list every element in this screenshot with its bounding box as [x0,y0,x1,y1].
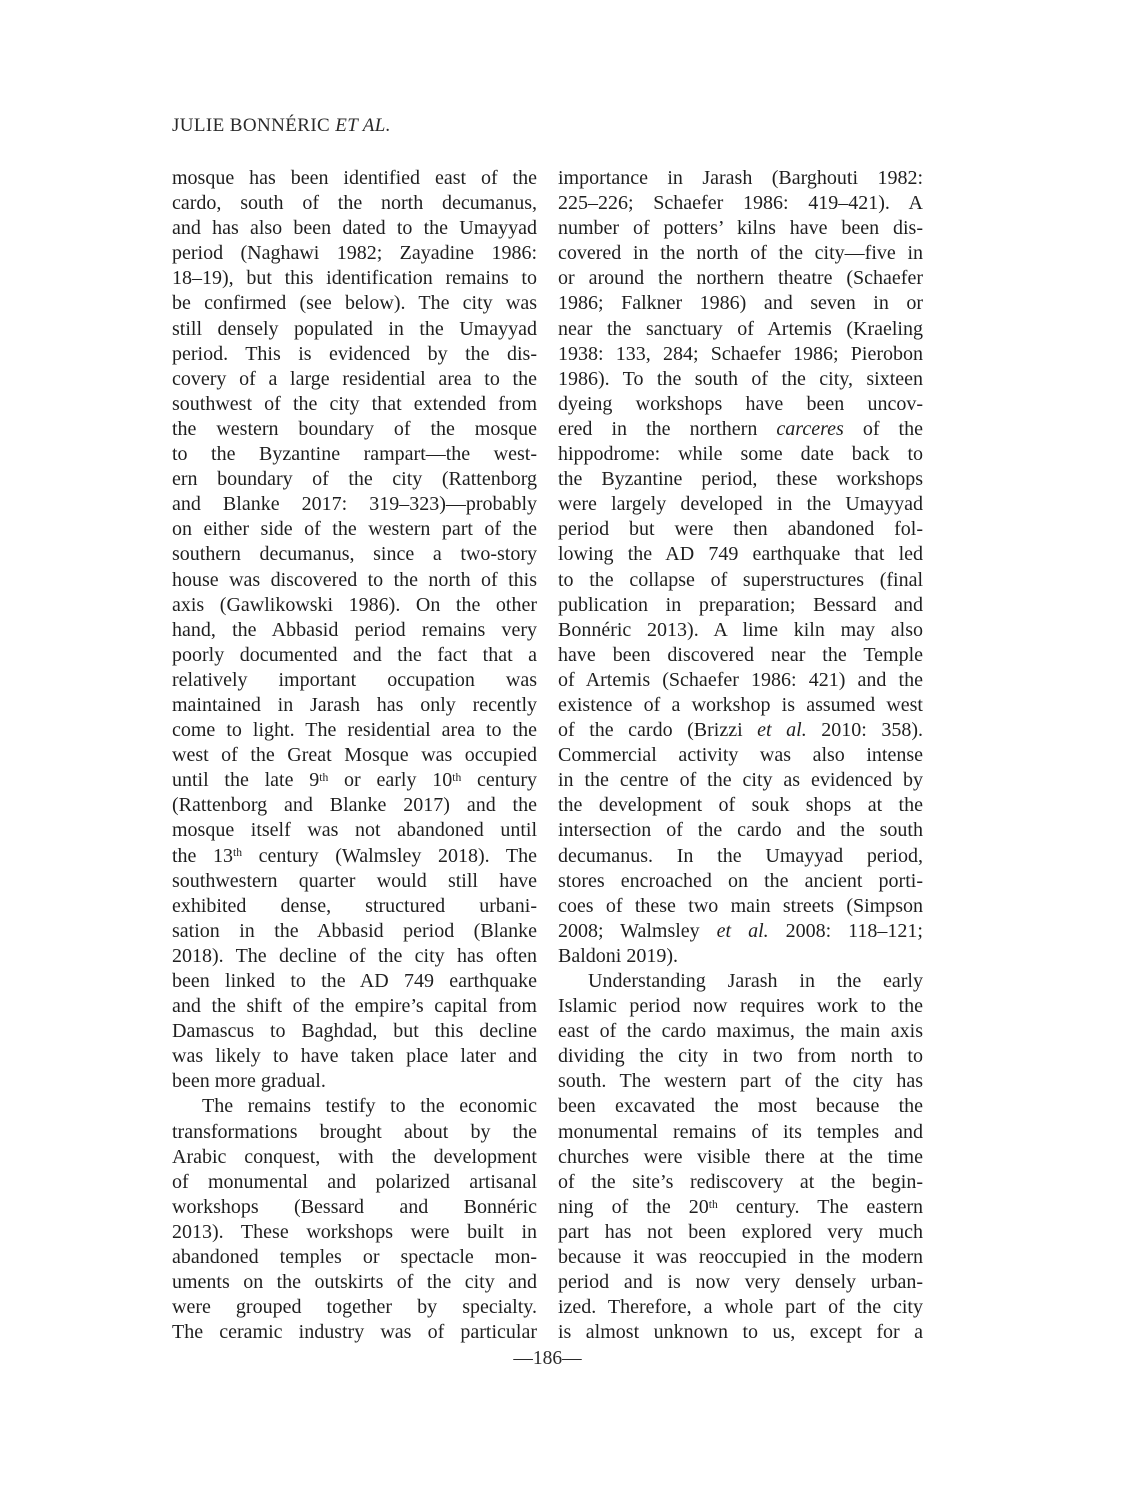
text-line: mosque itself was not abandoned until [172,819,537,842]
text-line: exhibited dense, structured urbani- [172,894,537,917]
text-line: ized. Therefore, a whole part of the city [558,1296,923,1319]
text-line: southwestern quarter would still have [172,869,537,892]
running-header-authors: JULIE BONNÉRIC [172,115,336,136]
text-line: dividing the city in two from north to [558,1045,923,1068]
running-header-etal: ET AL. [335,115,391,136]
text-line: on either side of the western part of the [172,518,537,541]
text-line: period and is now very densely urban- [558,1271,923,1294]
text-line: poorly documented and the fact that a [172,643,537,666]
text-line: relatively important occupation was [172,668,537,691]
text-line: Baldoni 2019). [558,944,678,967]
text-line: 1986; Falkner 1986) and seven in or [558,292,923,315]
text-line: east of the cardo maximus, the main axis [558,1020,923,1043]
running-header [172,115,391,137]
text-line: of monumental and polarized artisanal [172,1170,537,1193]
text-line: southern decumanus, since a two-story [172,543,537,566]
text-line: Arabic conquest, with the development [172,1145,537,1168]
text-line: the 13th century (Walmsley 2018). The [172,844,537,867]
text-line: covered in the north of the city—five in [558,242,923,265]
text-line: hand, the Abbasid period remains very [172,618,537,641]
text-line: because it was reoccupied in the modern [558,1246,923,1269]
text-line: axis (Gawlikowski 1986). On the other [172,593,537,616]
text-line: period. This is evidenced by the dis- [172,342,537,365]
text-line: churches were visible there at the time [558,1145,923,1168]
text-line: The remains testify to the economic [202,1095,537,1118]
text-line: near the sanctuary of Artemis (Kraeling [558,317,923,340]
text-line: is almost unknown to us, except for a [558,1321,923,1344]
column-right [558,166,923,1345]
text-line: the development of souk shops at the [558,794,923,817]
text-line: hippodrome: while some date back to [558,443,923,466]
text-line: decumanus. In the Umayyad period, [558,844,923,867]
text-line: have been discovered near the Temple [558,643,923,666]
text-line: sation in the Abbasid period (Blanke [172,919,537,942]
text-line: existence of a workshop is assumed west [558,693,923,716]
text-line: lowing the AD 749 earthquake that led [558,543,923,566]
text-line: ning of the 20th century. The eastern [558,1195,923,1218]
text-line: 2018). The decline of the city has often [172,944,537,967]
text-line: or around the northern theatre (Schaefer [558,267,923,290]
text-line: intersection of the cardo and the south [558,819,923,842]
text-line: and Blanke 2017: 319–323)—probably [172,493,537,516]
text-line: Commercial activity was also intense [558,744,923,767]
text-line: been more gradual. [172,1070,326,1093]
text-line: publication in preparation; Bessard and [558,593,923,616]
text-line: southwest of the city that extended from [172,392,537,415]
text-line: 1938: 133, 284; Schaefer 1986; Pierobon [558,342,923,365]
text-line: come to light. The residential area to the [172,719,537,742]
text-line: Islamic period now requires work to the [558,995,923,1018]
text-line: transformations brought about by the [172,1120,537,1143]
text-line: be confirmed (see below). The city was [172,292,537,315]
text-line: uments on the outskirts of the city and [172,1271,537,1294]
text-line: The ceramic industry was of particular [172,1321,537,1344]
text-line: 2013). These workshops were built in [172,1220,537,1243]
text-line: Damascus to Baghdad, but this decline [172,1020,537,1043]
text-line: 2008; Walmsley et al. 2008: 118–121; [558,919,923,942]
text-line: and has also been dated to the Umayyad [172,217,537,240]
text-line: abandoned temples or spectacle mon- [172,1246,537,1269]
text-line: in the centre of the city as evidenced by [558,769,923,792]
page-number: —186— [513,1348,582,1369]
text-line: of the cardo (Brizzi et al. 2010: 358). [558,719,923,742]
text-line: 225–226; Schaefer 1986: 419–421). A [558,192,923,215]
text-line: to the Byzantine rampart—the west- [172,443,537,466]
text-line: was likely to have taken place later and [172,1045,537,1068]
text-line: period (Naghawi 1982; Zayadine 1986: [172,242,537,265]
text-line: been linked to the AD 749 earthquake [172,970,537,992]
text-line: house was discovered to the north of this [172,568,537,591]
text-line: workshops (Bessard and Bonnéric [172,1195,537,1218]
text-line: monumental remains of its temples and [558,1120,923,1143]
column-left [172,166,537,1345]
text-line: covery of a large residential area to the [172,367,537,390]
text-line: ern boundary of the city (Rattenborg [172,468,537,491]
text-line: (Rattenborg and Blanke 2017) and the [172,794,537,817]
text-line: 18–19), but this identification remains to [172,267,537,290]
text-columns [172,166,923,1345]
text-line: still densely populated in the Umayyad [172,317,537,340]
text-line: the Byzantine period, these workshops [558,468,923,491]
text-line: part has not been explored very much [558,1220,923,1243]
text-line: ered in the northern carceres of the [558,417,923,440]
text-line: to the collapse of superstructures (final [558,568,923,591]
text-line: 1986). To the south of the city, sixteen [558,367,923,390]
text-line: of Artemis (Schaefer 1986: 421) and the [558,668,923,691]
text-line: and the shift of the empire’s capital from [172,995,537,1018]
text-line: until the late 9th or early 10th century [172,769,537,792]
text-line: importance in Jarash (Barghouti 1982: [558,167,923,189]
text-line: number of potters’ kilns have been dis- [558,217,923,240]
text-line: maintained in Jarash has only recently [172,693,537,716]
text-line: cardo, south of the north decumanus, [172,192,537,215]
text-line: Understanding Jarash in the early [588,970,923,992]
text-line: were grouped together by specialty. [172,1296,537,1319]
text-line: the western boundary of the mosque [172,417,537,440]
text-line: west of the Great Mosque was occupied [172,744,537,767]
text-line: Bonnéric 2013). A lime kiln may also [558,618,923,641]
text-line: mosque has been identified east of the [172,167,537,189]
text-line: dyeing workshops have been uncov- [558,392,923,415]
text-line: been excavated the most because the [558,1095,923,1118]
text-line: were largely developed in the Umayyad [558,493,923,516]
text-line: period but were then abandoned fol- [558,518,923,541]
text-line: coes of these two main streets (Simpson [558,894,923,917]
text-line: stores encroached on the ancient porti- [558,869,923,892]
text-line: of the site’s rediscovery at the begin- [558,1170,923,1193]
text-line: south. The western part of the city has [558,1070,923,1093]
